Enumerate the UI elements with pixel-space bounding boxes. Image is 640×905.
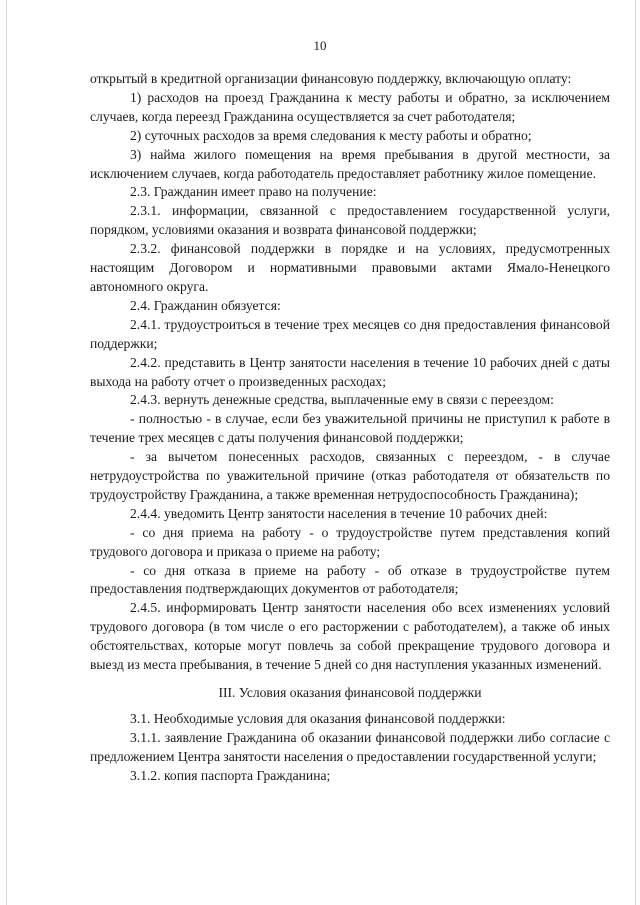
- paragraph: 2.3. Гражданин имеет право на получение:: [130, 184, 377, 200]
- paragraph: 2.4.5. информировать Центр занятости населения обо всех изменениях условий трудового договора (в том числе о его расторжении с работодателем), а также об иных обстоятельствах, которые могут повлечь за собой прекращение трудового договора и выезд из места пребывания, в течение 5 дней со дня наступления указанных изменений.: [90, 600, 610, 673]
- paragraph: 2.3.1. информации, связанной с предоставлением государственной услуги, порядком, условиями оказания и возврата финансовой поддержки;: [90, 203, 610, 238]
- paragraph: 3.1.1. заявление Гражданина об оказании финансовой поддержки либо согласие с предложением Центра занятости населения о предоставлении государственной услуги;: [90, 729, 610, 764]
- page-number: 10: [313, 38, 327, 53]
- scan-edge-left: [6, 0, 7, 905]
- paragraph: - за вычетом понесенных расходов, связанных с переездом, - в случае нетрудоустройства по уважительной причине (отказ работодателя от обязательств по трудоустройству Гражданина, а также временная нетрудоспособность Гражданина);: [90, 449, 610, 502]
- paragraphs-before-section: [90, 70, 610, 675]
- paragraph: 2.3.2. финансовой поддержки в порядке и на условиях, предусмотренных настоящим Договором и нормативными правовыми актами Ямало-Ненецкого автономного округа.: [90, 241, 610, 294]
- scan-edge-right: [635, 0, 636, 905]
- paragraph: 3.1.2. копия паспорта Гражданина;: [130, 767, 331, 783]
- paragraph: - полностью - в случае, если без уважительной причины не приступил к работе в течение трех месяцев с даты получения финансовой поддержки;: [90, 411, 610, 446]
- paragraphs-after-section: [90, 710, 610, 786]
- paragraph: 2.4. Гражданин обязуется:: [130, 297, 281, 313]
- paragraph: 2.4.1. трудоустроиться в течение трех месяцев со дня предоставления финансовой поддержки;: [90, 316, 610, 351]
- paragraph: 2.4.2. представить в Центр занятости населения в течение 10 рабочих дней с даты выхода на работу отчет о произведенных расходах;: [90, 354, 610, 389]
- paragraph: 2.4.4. уведомить Центр занятости населения в течение 10 рабочих дней:: [130, 505, 548, 521]
- document-body: [90, 70, 610, 786]
- paragraph: - со дня приема на работу - о трудоустройстве путем представления копий трудового договора и приказа о приеме на работу;: [90, 524, 610, 559]
- paragraph: - со дня отказа в приеме на работу - об отказе в трудоустройстве путем предоставления подтверждающих документов от работодателя;: [90, 562, 610, 597]
- paragraph: 2.4.3. вернуть денежные средства, выплаченные ему в связи с переездом:: [130, 392, 554, 408]
- paragraph: 3) найма жилого помещения на время пребывания в другой местности, за исключением случаев, когда работодатель предоставляет работнику жилое помещение.: [90, 146, 610, 181]
- paragraph: открытый в кредитной организации финансовую поддержку, включающую оплату:: [90, 71, 572, 86]
- paragraph: 3.1. Необходимые условия для оказания финансовой поддержки:: [130, 710, 506, 726]
- paragraph: 1) расходов на проезд Гражданина к месту работы и обратно, за исключением случаев, когда переезд Гражданина осуществляется за счет работодателя;: [90, 89, 610, 124]
- paragraph: 2) суточных расходов за время следования к месту работы и обратно;: [130, 127, 532, 143]
- section-heading: III. Условия оказания финансовой поддержки: [218, 685, 482, 700]
